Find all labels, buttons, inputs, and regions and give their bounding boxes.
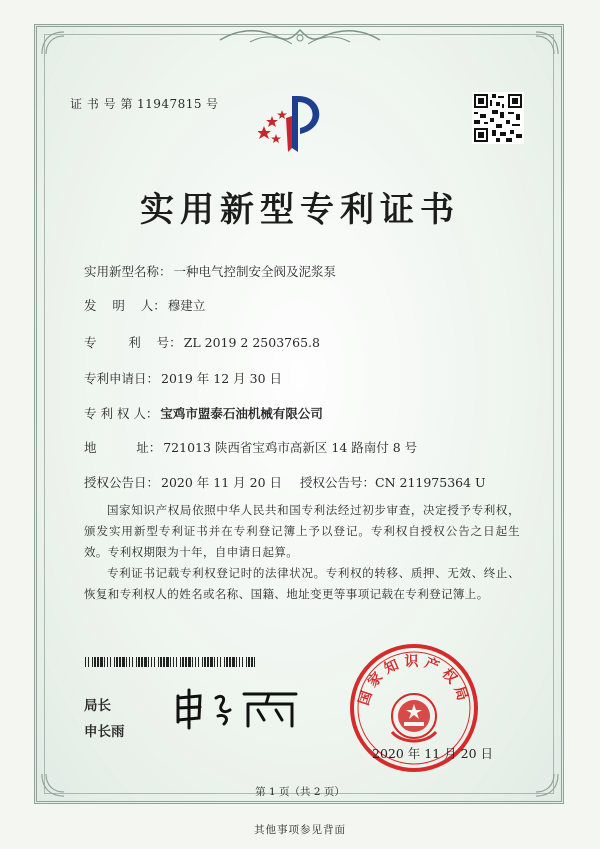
patent-number-label: 专 利 号： [84, 335, 182, 350]
address-label: 地 址： [84, 440, 162, 455]
patentee-value: 宝鸡市盟泰石油机械有限公司 [160, 406, 323, 421]
announce-number-label: 授权公告号： [300, 475, 376, 490]
address-value: 721013 陕西省宝鸡市高新区 14 路南付 8 号 [163, 440, 418, 455]
corner-ornament-icon [40, 30, 66, 56]
inventor-label: 发 明 人： [84, 298, 166, 313]
utility-name-row [84, 262, 336, 280]
qr-code-icon [472, 92, 524, 144]
patentee-label: 专 利 权 人： [84, 406, 159, 421]
legal-status-paragraph: 专利证书记载专利权登记时的法律状况。专利权的转移、质押、无效、终止、恢复和专利权人的姓名或名称、国籍、地址变更等事项记载在专利登记簿上。 [84, 566, 520, 601]
patent-number-row [84, 333, 320, 351]
grant-statement-paragraph: 国家知识产权局依照中华人民共和国专利法经过初步审查，决定授予专利权，颁发实用新型专利证书并在专利登记簿上予以登记。专利权自授权公告之日起生效。专利权期限为十年，自申请日起算。 [84, 503, 520, 559]
announce-number-value: CN 211975364 U [375, 475, 486, 490]
footer-note: 其他事项参见背面 [254, 824, 346, 836]
announce-date-value: 2020 年 11 月 20 日 [161, 475, 283, 490]
patentee-row [84, 404, 323, 422]
announce-date-label: 授权公告日： [84, 475, 160, 490]
certificate-number-value: 11947815 [136, 97, 203, 111]
director-name: 申长雨 [84, 724, 125, 740]
inventor-row [84, 296, 205, 314]
seal-date: 2020 年 11 月 20 日 [372, 746, 493, 761]
certificate-number [70, 95, 219, 112]
seal-text: 国家知识产权局 [356, 654, 472, 708]
filing-date-value: 2019 年 12 月 30 日 [161, 371, 283, 386]
address-row [84, 438, 417, 456]
barcode-icon [85, 657, 255, 667]
utility-name-value: 一种电气控制安全阀及泥浆泵 [173, 264, 337, 279]
page-title: 实用新型专利证书 [140, 190, 460, 230]
announce-number-row [300, 473, 486, 491]
utility-name-label: 实用新型名称： [84, 264, 172, 279]
top-ornament-icon [210, 26, 390, 48]
cnipa-logo-icon [258, 88, 330, 160]
filing-date-row [84, 369, 282, 387]
certificate-number-suffix: 号 [206, 97, 219, 111]
page-number: 第 1 页（共 2 页） [255, 786, 345, 798]
patent-number-value: ZL 2019 2 2503765.8 [183, 335, 320, 350]
director-signature-icon [172, 688, 302, 730]
corner-ornament-icon [534, 30, 560, 56]
announce-date-row [84, 473, 282, 491]
certificate-number-label: 证 书 号 第 [70, 97, 133, 111]
inventor-value: 穆建立 [167, 298, 206, 313]
director-title: 局长 [84, 698, 111, 714]
filing-date-label: 专利申请日： [84, 371, 160, 386]
